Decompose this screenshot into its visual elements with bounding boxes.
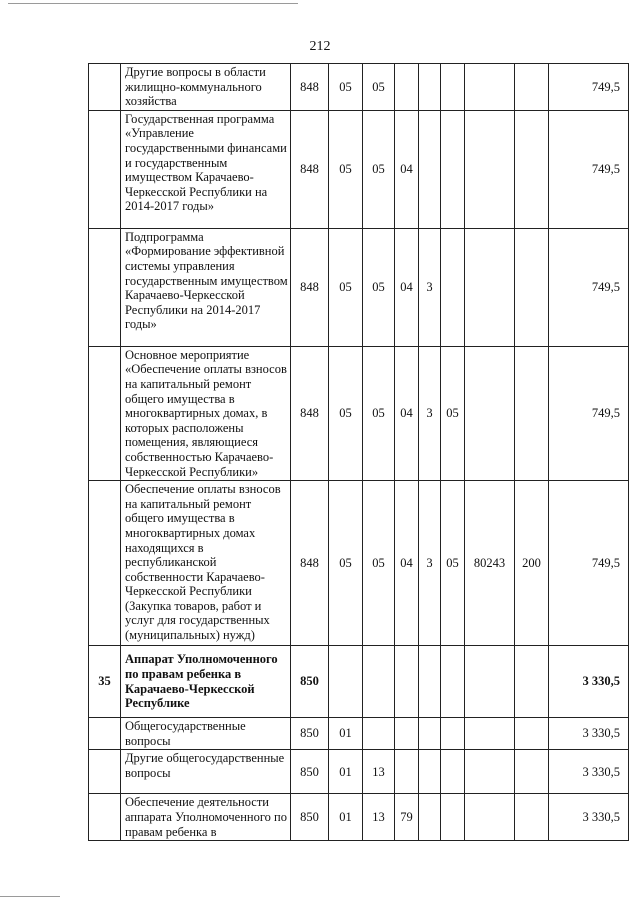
section-code-cell: 01 <box>329 750 363 794</box>
activity-code-cell <box>441 646 465 718</box>
dept-code-cell: 850 <box>291 646 329 718</box>
program-code-cell: 04 <box>395 481 419 646</box>
row-number-cell <box>89 110 121 228</box>
table-row <box>89 794 629 841</box>
row-name-cell: Основное мероприятие «Обеспечение оплаты взносов на капитальный ремонт общего имущества в многоквартирных домах, в которых расположены помещения, являющиеся собственностью Карачаево-Черкесской Республики» <box>121 346 291 480</box>
subsection-code-cell: 05 <box>363 64 395 111</box>
subsection-code-cell: 13 <box>363 750 395 794</box>
subsection-code-cell: 05 <box>363 346 395 480</box>
amount-cell: 3 330,5 <box>549 794 629 841</box>
amount-cell: 749,5 <box>549 346 629 480</box>
direction-code-cell <box>465 110 515 228</box>
direction-code-cell <box>465 646 515 718</box>
row-number-cell <box>89 750 121 794</box>
row-name-cell: Обеспечение оплаты взносов на капитальный ремонт общего имущества в многоквартирных домах находящихся в республиканской собственности Карачаево-Черкесской Республики (Закупка товаров, работ и услуг для государственных (муниципальных) нужд) <box>121 481 291 646</box>
table-row <box>89 110 629 228</box>
dept-code-cell: 848 <box>291 110 329 228</box>
activity-code-cell <box>441 228 465 346</box>
amount-cell: 749,5 <box>549 110 629 228</box>
activity-code-cell <box>441 64 465 111</box>
direction-code-cell: 80243 <box>465 481 515 646</box>
row-name-cell: Другие общегосударственные вопросы <box>121 750 291 794</box>
dept-code-cell: 850 <box>291 718 329 750</box>
expense-type-code-cell <box>515 346 549 480</box>
section-code-cell: 05 <box>329 110 363 228</box>
subsection-code-cell <box>363 718 395 750</box>
dept-code-cell: 848 <box>291 228 329 346</box>
dept-code-cell: 848 <box>291 481 329 646</box>
subprogram-code-cell <box>419 110 441 228</box>
subsection-code-cell: 13 <box>363 794 395 841</box>
program-code-cell <box>395 64 419 111</box>
table-row <box>89 481 629 646</box>
expense-type-code-cell <box>515 228 549 346</box>
dept-code-cell: 850 <box>291 750 329 794</box>
activity-code-cell <box>441 794 465 841</box>
direction-code-cell <box>465 64 515 111</box>
budget-table <box>88 63 629 841</box>
amount-cell: 749,5 <box>549 481 629 646</box>
subprogram-code-cell <box>419 794 441 841</box>
row-name-cell: Другие вопросы в области жилищно-коммунального хозяйства <box>121 64 291 111</box>
expense-type-code-cell <box>515 64 549 111</box>
row-name-cell: Обеспечение деятельности аппарата Уполномоченного по правам ребенка в <box>121 794 291 841</box>
activity-code-cell <box>441 110 465 228</box>
activity-code-cell: 05 <box>441 481 465 646</box>
subprogram-code-cell <box>419 718 441 750</box>
row-number-cell <box>89 481 121 646</box>
dept-code-cell: 850 <box>291 794 329 841</box>
top-rule <box>8 3 298 4</box>
expense-type-code-cell: 200 <box>515 481 549 646</box>
program-code-cell <box>395 718 419 750</box>
section-code-cell: 05 <box>329 228 363 346</box>
dept-code-cell: 848 <box>291 64 329 111</box>
amount-cell: 3 330,5 <box>549 750 629 794</box>
activity-code-cell <box>441 750 465 794</box>
amount-cell: 3 330,5 <box>549 718 629 750</box>
subprogram-code-cell <box>419 646 441 718</box>
expense-type-code-cell <box>515 794 549 841</box>
section-code-cell: 01 <box>329 718 363 750</box>
row-name-cell: Государственная программа «Управление государственными финансами и государственным имуществом Карачаево-Черкесской Республики на 2014-2017 годы» <box>121 110 291 228</box>
table-row <box>89 718 629 750</box>
subsection-code-cell: 05 <box>363 110 395 228</box>
subprogram-code-cell: 3 <box>419 228 441 346</box>
amount-cell: 3 330,5 <box>549 646 629 718</box>
subsection-code-cell <box>363 646 395 718</box>
subprogram-code-cell <box>419 750 441 794</box>
table-row <box>89 646 629 718</box>
page-number: 212 <box>309 39 331 54</box>
row-number-cell <box>89 794 121 841</box>
expense-type-code-cell <box>515 750 549 794</box>
row-name-cell: Подпрограмма «Формирование эффективной системы управления государственным имуществом Карачаево-Черкесской Республики на 2014-2017 годы» <box>121 228 291 346</box>
subsection-code-cell: 05 <box>363 228 395 346</box>
expense-type-code-cell <box>515 718 549 750</box>
activity-code-cell: 05 <box>441 346 465 480</box>
program-code-cell: 04 <box>395 110 419 228</box>
section-code-cell: 01 <box>329 794 363 841</box>
section-code-cell <box>329 646 363 718</box>
row-number-cell <box>89 228 121 346</box>
row-name-cell: Аппарат Уполномоченного по правам ребенка в Карачаево-Черкесской Республике <box>121 646 291 718</box>
table-row <box>89 346 629 480</box>
expense-type-code-cell <box>515 110 549 228</box>
section-code-cell: 05 <box>329 64 363 111</box>
subprogram-code-cell: 3 <box>419 346 441 480</box>
activity-code-cell <box>441 718 465 750</box>
bottom-rule <box>0 896 60 897</box>
row-number-cell: 35 <box>89 646 121 718</box>
subsection-code-cell: 05 <box>363 481 395 646</box>
direction-code-cell <box>465 794 515 841</box>
program-code-cell <box>395 646 419 718</box>
section-code-cell: 05 <box>329 346 363 480</box>
subprogram-code-cell <box>419 64 441 111</box>
table-row <box>89 228 629 346</box>
direction-code-cell <box>465 228 515 346</box>
row-number-cell <box>89 64 121 111</box>
table-row <box>89 64 629 111</box>
table-row <box>89 750 629 794</box>
subprogram-code-cell: 3 <box>419 481 441 646</box>
row-number-cell <box>89 346 121 480</box>
row-number-cell <box>89 718 121 750</box>
program-code-cell: 79 <box>395 794 419 841</box>
program-code-cell: 04 <box>395 346 419 480</box>
row-name-cell: Общегосударственные вопросы <box>121 718 291 750</box>
program-code-cell: 04 <box>395 228 419 346</box>
direction-code-cell <box>465 718 515 750</box>
dept-code-cell: 848 <box>291 346 329 480</box>
direction-code-cell <box>465 346 515 480</box>
program-code-cell <box>395 750 419 794</box>
direction-code-cell <box>465 750 515 794</box>
amount-cell: 749,5 <box>549 64 629 111</box>
table-body <box>89 64 629 841</box>
section-code-cell: 05 <box>329 481 363 646</box>
amount-cell: 749,5 <box>549 228 629 346</box>
expense-type-code-cell <box>515 646 549 718</box>
